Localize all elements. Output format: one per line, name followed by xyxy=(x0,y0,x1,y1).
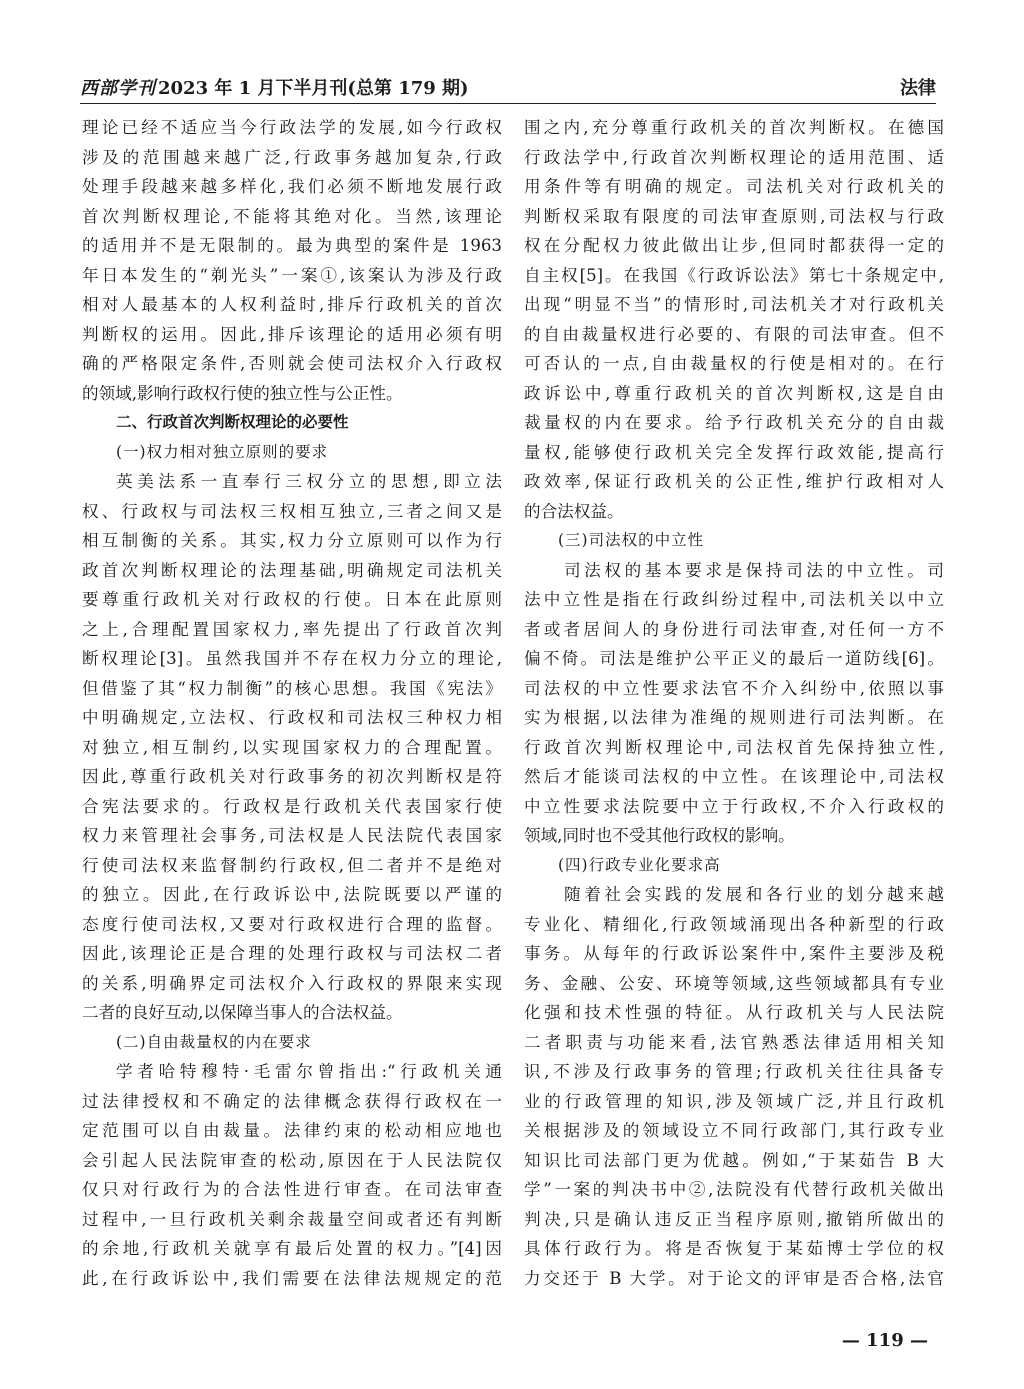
text-line: 权、行政权与司法权三权相互独立,三者之间又是 xyxy=(82,501,502,521)
text-line: 学者哈特穆特·毛雷尔曾指出:“行政机关通 xyxy=(116,1062,502,1081)
journal-issue-line xyxy=(80,74,469,100)
text-line: 行政法学中,行政首次判断权理论的适用范围、适 xyxy=(524,147,944,167)
text-line: 的独立。因此,在行政诉讼中,法院既要以严谨的 xyxy=(82,885,502,904)
text-line: 但借鉴了其“权力制衡”的核心思想。我国《宪法》 xyxy=(82,678,502,698)
text-line: 力交还于 B 大学。对于论文的评审是否合格,法官 xyxy=(524,1268,944,1288)
text-line: 态度行使司法权,又要对行政权进行合理的监督。 xyxy=(82,914,502,934)
text-line: 涉及的范围越来越广泛,行政事务越加复杂,行政 xyxy=(82,147,502,167)
text-line: 然后才能谈司法权的中立性。在该理论中,司法权 xyxy=(524,767,944,786)
text-line: 权力来管理社会事务,司法权是人民法院代表国家 xyxy=(82,826,502,845)
journal-masthead: 西部学刊 xyxy=(80,78,156,99)
text-line: 具体行政行为。将是否恢复于某茹博士学位的权 xyxy=(524,1239,944,1258)
text-line: 的合法权益。 xyxy=(524,501,624,521)
text-line: 实为根据,以法律为准绳的规则进行司法判断。在 xyxy=(524,708,944,727)
text-line: 行使司法权来监督制约行政权,但二者并不是绝对 xyxy=(82,855,502,875)
text-line: 合宪法要求的。行政权是行政机关代表国家行使 xyxy=(82,796,502,816)
text-line: 专业化、精细化,行政领域涌现出各种新型的行政 xyxy=(524,914,944,934)
text-line: 围之内,充分尊重行政机关的首次判断权。在德国 xyxy=(524,118,944,137)
left-column xyxy=(82,113,502,1293)
text-line: 的关系,明确界定司法权介入行政权的界限来实现 xyxy=(82,973,502,993)
text-line: 英美法系一直奉行三权分立的思想,即立法 xyxy=(116,472,502,491)
text-line: 对独立,相互制约,以实现国家权力的合理配置。 xyxy=(82,737,502,757)
text-line: 识,不涉及行政事务的管理;行政机关往往具备专 xyxy=(524,1062,944,1081)
text-line: 因此,尊重行政机关对行政事务的初次判断权是符 xyxy=(82,767,502,786)
page-number: — 119 — xyxy=(841,1330,928,1351)
text-line: 司法权的基本要求是保持司法的中立性。司 xyxy=(564,560,944,580)
text-line: 学”一案的判决书中②,法院没有代替行政机关做出 xyxy=(524,1180,944,1199)
text-line: 的自由裁量权进行必要的、有限的司法审查。但不 xyxy=(524,324,944,344)
right-column xyxy=(524,113,944,1293)
subsection-heading: (四)行政专业化要求高 xyxy=(558,855,721,874)
issue-info: 2023 年 1 月下半月刊(总第 179 期) xyxy=(158,78,469,99)
running-header xyxy=(80,72,936,102)
text-line: 因此,该理论正是合理的处理行政权与司法权二者 xyxy=(82,944,502,963)
text-line: 要尊重行政机关对行政权的行使。日本在此原则 xyxy=(82,590,502,609)
text-line: 之上,合理配置国家权力,率先提出了行政首次判 xyxy=(82,619,502,639)
text-line: 年日本发生的“剃光头”一案①,该案认为涉及行政 xyxy=(82,265,502,285)
text-line: 相互制衡的关系。其实,权力分立原则可以作为行 xyxy=(82,531,502,550)
text-line: 量权,能够使行政机关完全发挥行政效能,提高行 xyxy=(524,442,944,462)
text-line: 司法权的中立性要求法官不介入纠纷中,依照以事 xyxy=(524,678,944,698)
text-line: 务、金融、公安、环境等领域,这些领域都具有专业 xyxy=(524,973,944,993)
text-line: 权在分配权力彼此做出让步,但同时都获得一定的 xyxy=(524,236,944,255)
text-line: 的余地,行政机关就享有最后处置的权力。”[4]因 xyxy=(82,1239,502,1258)
text-line: 法中立性是指在行政纠纷过程中,司法机关以中立 xyxy=(524,590,944,609)
subsection-heading: (二)自由裁量权的内在要求 xyxy=(116,1032,312,1051)
text-line: 用条件等有明确的规定。司法机关对行政机关的 xyxy=(524,177,944,196)
text-line: 理论已经不适应当今行政法学的发展,如今行政权 xyxy=(82,118,502,137)
text-line: 会引起人民法院审查的松动,原因在于人民法院仅 xyxy=(82,1150,502,1170)
text-line: 领域,同时也不受其他行政权的影响。 xyxy=(524,826,795,845)
text-line: 随着社会实践的发展和各行业的划分越来越 xyxy=(564,885,944,904)
section-heading: 二、行政首次判断权理论的必要性 xyxy=(116,413,349,431)
text-line: 偏不倚。司法是维护公平正义的最后一道防线[6]。 xyxy=(524,649,944,668)
text-line: 二者的良好互动,以保障当事人的合法权益。 xyxy=(82,1003,403,1022)
text-line: 首次判断权理论,不能将其绝对化。当然,该理论 xyxy=(82,206,502,226)
text-line: 相对人最基本的人权利益时,排斥行政机关的首次 xyxy=(82,295,502,314)
text-line: 政首次判断权理论的法理基础,明确规定司法机关 xyxy=(82,560,502,580)
text-line: 事务。从每年的行政诉讼案件中,案件主要涉及税 xyxy=(524,944,944,963)
text-line: 化强和技术性强的特征。从行政机关与人民法院 xyxy=(524,1003,944,1022)
text-line: 确的严格限定条件,否则就会使司法权介入行政权 xyxy=(82,354,502,373)
header-rule xyxy=(80,103,936,104)
text-line: 关根据涉及的领域设立不同行政部门,其行政专业 xyxy=(524,1121,944,1140)
text-line: 行政首次判断权理论中,司法权首先保持独立性, xyxy=(524,737,944,757)
text-line: 处理手段越来越多样化,我们必须不断地发展行政 xyxy=(82,177,502,196)
text-line: 自主权[5]。在我国《行政诉讼法》第七十条规定中, xyxy=(524,265,944,285)
text-line: 可否认的一点,自由裁量权的行使是相对的。在行 xyxy=(524,354,944,373)
text-line: 仅只对行政行为的合法性进行审查。在司法审查 xyxy=(82,1180,502,1199)
subsection-heading: (三)司法权的中立性 xyxy=(558,531,705,549)
subsection-heading: (一)权力相对独立原则的要求 xyxy=(116,442,329,461)
text-line: 定范围可以自由裁量。法律约束的松动相应地也 xyxy=(82,1121,502,1140)
text-line: 过程中,一旦行政机关剩余裁量空间或者还有判断 xyxy=(82,1209,502,1229)
text-line: 判决,只是确认违反正当程序原则,撤销所做出的 xyxy=(524,1209,944,1229)
text-line: 中明确规定,立法权、行政权和司法权三种权力相 xyxy=(82,708,502,727)
text-line: 此,在行政诉讼中,我们需要在法律法规规定的范 xyxy=(82,1268,502,1288)
text-line: 知识比司法部门更为优越。例如,“于某茹告 B 大 xyxy=(524,1150,944,1170)
text-line: 的适用并不是无限制的。最为典型的案件是 1963 xyxy=(82,236,502,255)
text-line: 者或者居间人的身份进行司法审查,对任何一方不 xyxy=(524,619,944,639)
text-line: 的领域,影响行政权行使的独立性与公正性。 xyxy=(82,383,403,403)
text-line: 二者职责与功能来看,法官熟悉法律适用相关知 xyxy=(524,1032,944,1052)
text-line: 断权理论[3]。虽然我国并不存在权力分立的理论, xyxy=(82,649,502,668)
text-line: 业的行政管理的知识,涉及领域广泛,并且行政机 xyxy=(524,1091,944,1111)
section-label: 法律 xyxy=(900,78,936,99)
text-line: 政效率,保证行政机关的公正性,维护行政相对人 xyxy=(524,472,944,491)
text-line: 判断权采取有限度的司法审查原则,司法权与行政 xyxy=(524,206,944,226)
text-line: 判断权的运用。因此,排斥该理论的适用必须有明 xyxy=(82,324,502,344)
text-line: 裁量权的内在要求。给予行政机关充分的自由裁 xyxy=(524,413,944,432)
text-line: 政诉讼中,尊重行政机关的首次判断权,这是自由 xyxy=(524,383,944,403)
text-line: 中立性要求法院要中立于行政权,不介入行政权的 xyxy=(524,796,944,816)
text-line: 出现“明显不当”的情形时,司法机关才对行政机关 xyxy=(524,295,944,314)
text-line: 过法律授权和不确定的法律概念获得行政权在一 xyxy=(82,1091,502,1111)
